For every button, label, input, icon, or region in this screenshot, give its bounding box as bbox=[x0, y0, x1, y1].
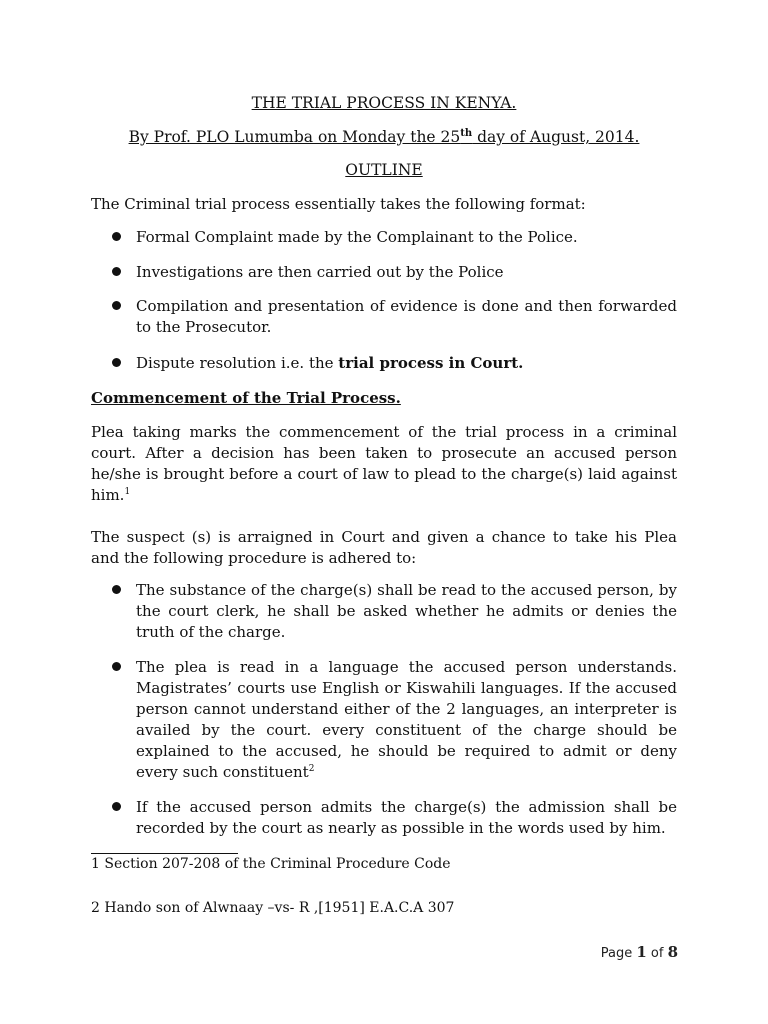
procedure-bullet-1: The substance of the charge(s) shall be read to the accused person, by the court clerk, he shall be asked whether he admits or denies the truth of the charge. bbox=[136, 581, 677, 641]
page-of: of bbox=[646, 946, 668, 961]
page-current: 1 bbox=[636, 943, 647, 961]
intro-paragraph: The Criminal trial process essentially takes the following format: bbox=[91, 195, 586, 213]
byline-after: day of August, 2014. bbox=[472, 128, 640, 146]
bullet-dot bbox=[112, 585, 121, 594]
document-title bbox=[0, 93, 768, 113]
outline-heading bbox=[0, 160, 768, 180]
page-number bbox=[601, 942, 678, 964]
bullet4-bold: trial process in Court. bbox=[338, 354, 524, 372]
bullet4-prefix: Dispute resolution i.e. the bbox=[136, 354, 339, 372]
bullet-dot bbox=[112, 301, 121, 310]
footnote-separator bbox=[91, 853, 238, 854]
format-bullet-1: Formal Complaint made by the Complainant to the Police. bbox=[136, 228, 578, 246]
byline-before: By Prof. PLO Lumumba on Monday the 25 bbox=[128, 128, 461, 146]
bullet-dot bbox=[112, 802, 121, 811]
footnote-ref-1: 1 bbox=[124, 487, 131, 497]
bullet-dot bbox=[112, 232, 121, 241]
bullet-dot bbox=[112, 662, 121, 671]
format-bullet-3: Compilation and presentation of evidence is done and then forwarded to the Prosecutor. bbox=[136, 297, 677, 336]
title-text: THE TRIAL PROCESS IN KENYA. bbox=[251, 94, 517, 112]
procedure-bullet-2 bbox=[136, 657, 677, 783]
outline-label: OUTLINE bbox=[345, 161, 423, 179]
footnote-2: 2 Hando son of Alwnaay –vs- R ,[1951] E.A.C.A 307 bbox=[91, 900, 455, 916]
footnote-1: 1 Section 207-208 of the Criminal Procedure Code bbox=[91, 856, 451, 872]
format-bullet-4 bbox=[136, 353, 677, 374]
procedure-bullet-2-text: The plea is read in a language the accused person understands. Magistrates’ courts use English or Kiswahili languages. If the accused person cannot understand either of the 2 languages, an interpreter is availed by the court. every constituent of the charge should be explained to the accused, he should be required to admit or deny every such constituent bbox=[136, 658, 677, 781]
section-heading bbox=[91, 388, 401, 409]
arraignment-paragraph: The suspect (s) is arraigned in Court and given a chance to take his Plea and the following procedure is adhered to: bbox=[91, 528, 677, 567]
page-label: Page bbox=[600, 946, 637, 961]
byline-sup: th bbox=[460, 128, 473, 139]
format-bullet-2: Investigations are then carried out by the Police bbox=[136, 263, 504, 281]
plea-paragraph bbox=[91, 422, 677, 506]
byline-text bbox=[129, 128, 640, 146]
section-heading-text: Commencement of the Trial Process. bbox=[91, 389, 401, 407]
bullet-dot bbox=[112, 267, 121, 276]
page-total: 8 bbox=[667, 943, 678, 961]
footnote-ref-2: 2 bbox=[308, 764, 315, 774]
byline bbox=[0, 127, 768, 147]
bullet-dot bbox=[112, 358, 121, 367]
procedure-bullet-3: If the accused person admits the charge(s) the admission shall be recorded by the court as nearly as possible in the words used by him. bbox=[136, 798, 677, 837]
para1-text: Plea taking marks the commencement of the trial process in a criminal court. After a decision has been taken to prosecute an accused person he/she is brought before a court of law to plead to the charge(s) laid against him. bbox=[91, 423, 677, 504]
